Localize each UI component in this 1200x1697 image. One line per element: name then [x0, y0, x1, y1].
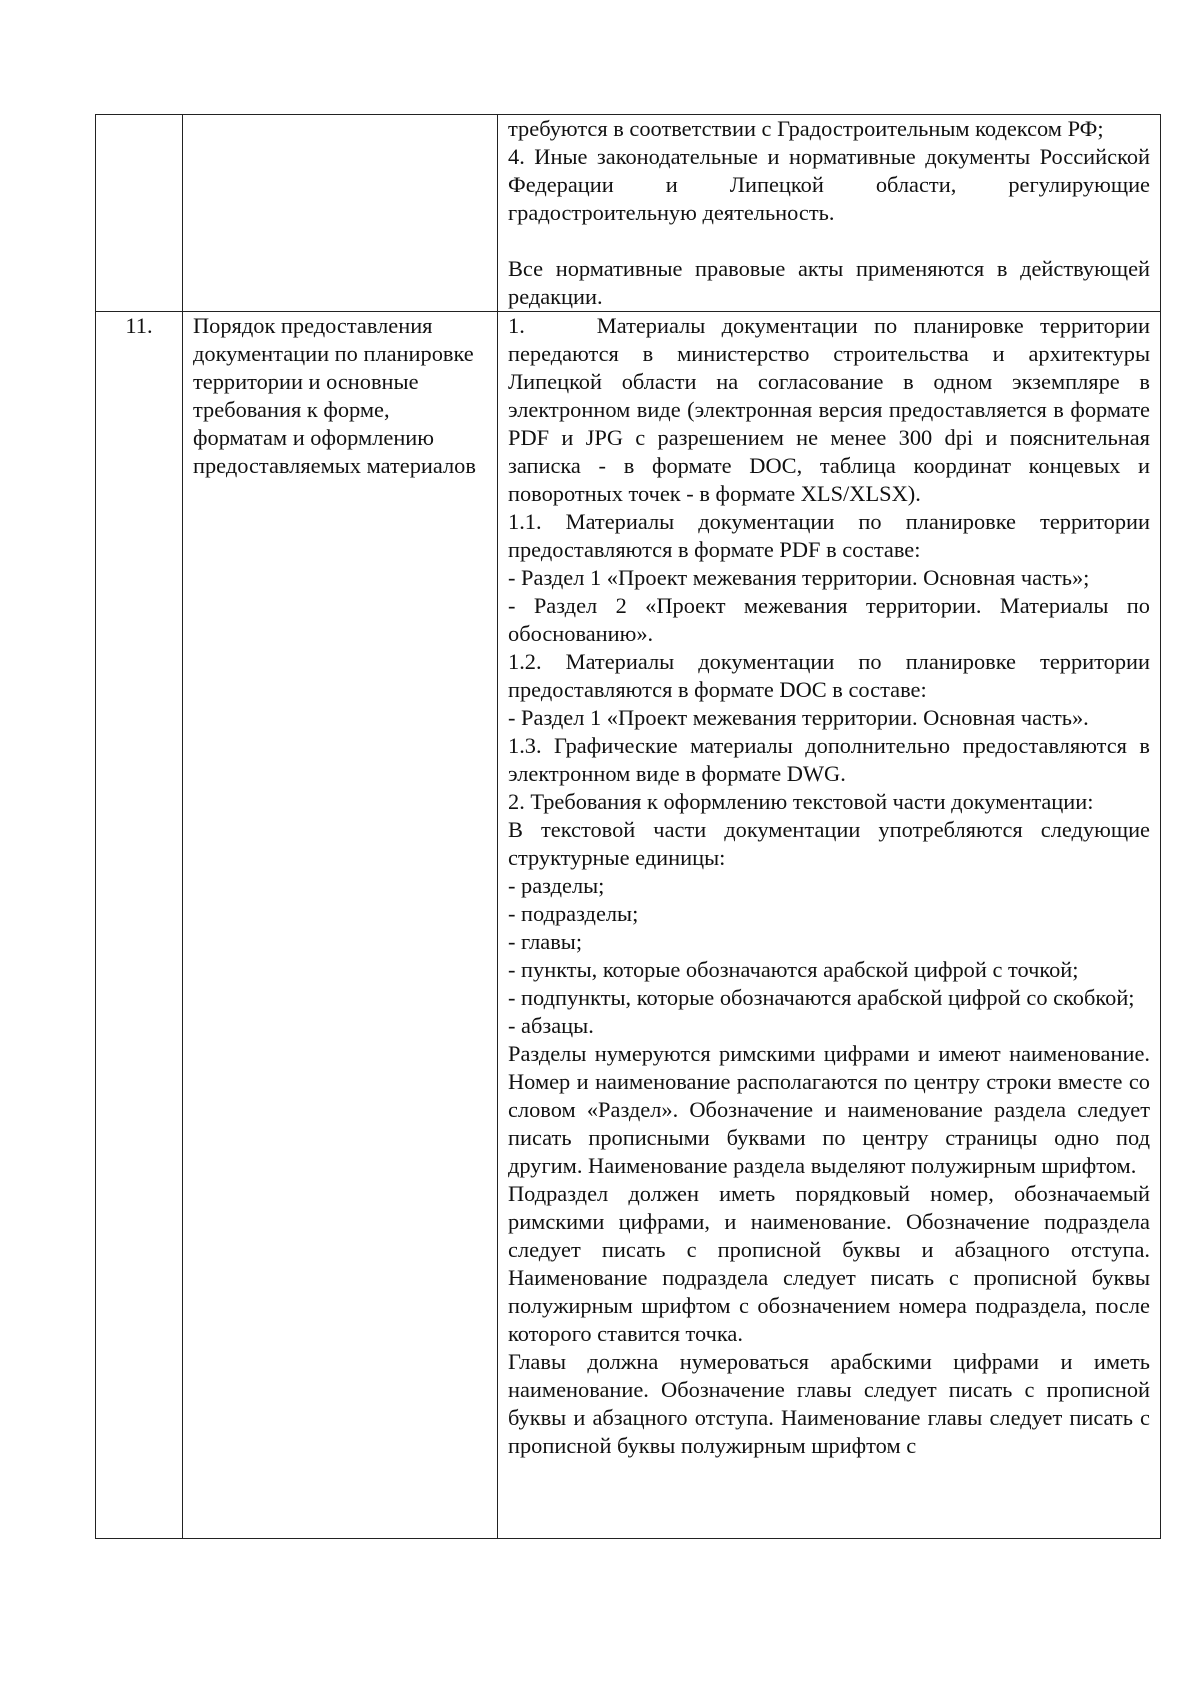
paragraph: Главы должна нумероваться арабскими цифрами и иметь наименование. Обозначение главы следует писать с прописной буквы и абзацного отступа. Наименование главы следует писать с прописной буквы полужирным шрифтом с [508, 1349, 1150, 1458]
list-item: - подпункты, которые обозначаются арабской цифрой со скобкой; [508, 985, 1135, 1010]
paragraph: 1.3. Графические материалы дополнительно предоставляются в электронном виде в формате DWG. [508, 733, 1150, 786]
paragraph [508, 312, 1150, 508]
paragraph: 1.2. Материалы документации по планировке территории предоставляются в формате DOC в составе: [508, 649, 1150, 702]
row-title-cell [183, 115, 498, 312]
list-item: - главы; [508, 929, 583, 954]
list-item: - абзацы. [508, 1013, 594, 1038]
row-number-cell [96, 312, 183, 1539]
paragraph: 2. Требования к оформлению текстовой части документации: [508, 789, 1094, 814]
paragraph-gap [508, 227, 1150, 255]
row-number: 11. [125, 313, 153, 338]
item-number: 1. [508, 313, 525, 338]
paragraph: требуются в соответствии с Градостроительным кодексом РФ; [508, 116, 1104, 141]
list-item: - разделы; [508, 873, 605, 898]
paragraph: Разделы нумеруются римскими цифрами и имеют наименование. Номер и наименование располагаются по центру строки вместе со словом «Раздел». Обозначение и наименование раздела следует писать прописными буквами по центру страницы одно под другим. Наименование раздела выделяют полужирным шрифтом. [508, 1041, 1150, 1178]
paragraph: - Раздел 2 «Проект межевания территории. Материалы по обоснованию». [508, 593, 1150, 646]
list-item: - пункты, которые обозначаются арабской цифрой с точкой; [508, 957, 1079, 982]
paragraph: - Раздел 1 «Проект межевания территории. Основная часть». [508, 705, 1089, 730]
paragraph: В текстовой части документации употребляются следующие структурные единицы: [508, 817, 1150, 870]
list-item: - подразделы; [508, 901, 639, 926]
row-title: Порядок предоставления документации по планировке территории и основные требования к форме, форматам и оформлению предоставляемых материалов [193, 313, 476, 478]
requirements-table [95, 114, 1161, 1539]
row-title-cell [183, 312, 498, 1539]
paragraph: Подраздел должен иметь порядковый номер, обозначаемый римскими цифрами, и наименование. Обозначение подраздела следует писать с прописной буквы и абзацного отступа. Наименование подраздела следует писать с прописной буквы полужирным шрифтом с обозначением номера подраздела, после которого ставится точка. [508, 1181, 1150, 1346]
table-row [96, 115, 1161, 312]
paragraph: Все нормативные правовые акты применяются в действующей редакции. [508, 256, 1150, 309]
row-number-cell [96, 115, 183, 312]
item-text: Материалы документации по планировке территории передаются в министерство строительства и архитектуры Липецкой области на согласование в одном экземпляре в электронном виде (электронная версия предоставляется в формате PDF и JPG с разрешением не менее 300 dpi и пояснительная записка - в формате DOC, таблица координат концевых и поворотных точек - в формате XLS/XLSX). [508, 313, 1150, 506]
paragraph: - Раздел 1 «Проект межевания территории. Основная часть»; [508, 565, 1090, 590]
row-content-cell [498, 312, 1161, 1539]
content-clip [508, 312, 1150, 1538]
paragraph: 1.1. Материалы документации по планировке территории предоставляются в формате PDF в составе: [508, 509, 1150, 562]
row-content-cell [498, 115, 1161, 312]
table-row [96, 312, 1161, 1539]
paragraph: 4. Иные законодательные и нормативные документы Российской Федерации и Липецкой области, регулирующие градостроительную деятельность. [508, 144, 1150, 225]
